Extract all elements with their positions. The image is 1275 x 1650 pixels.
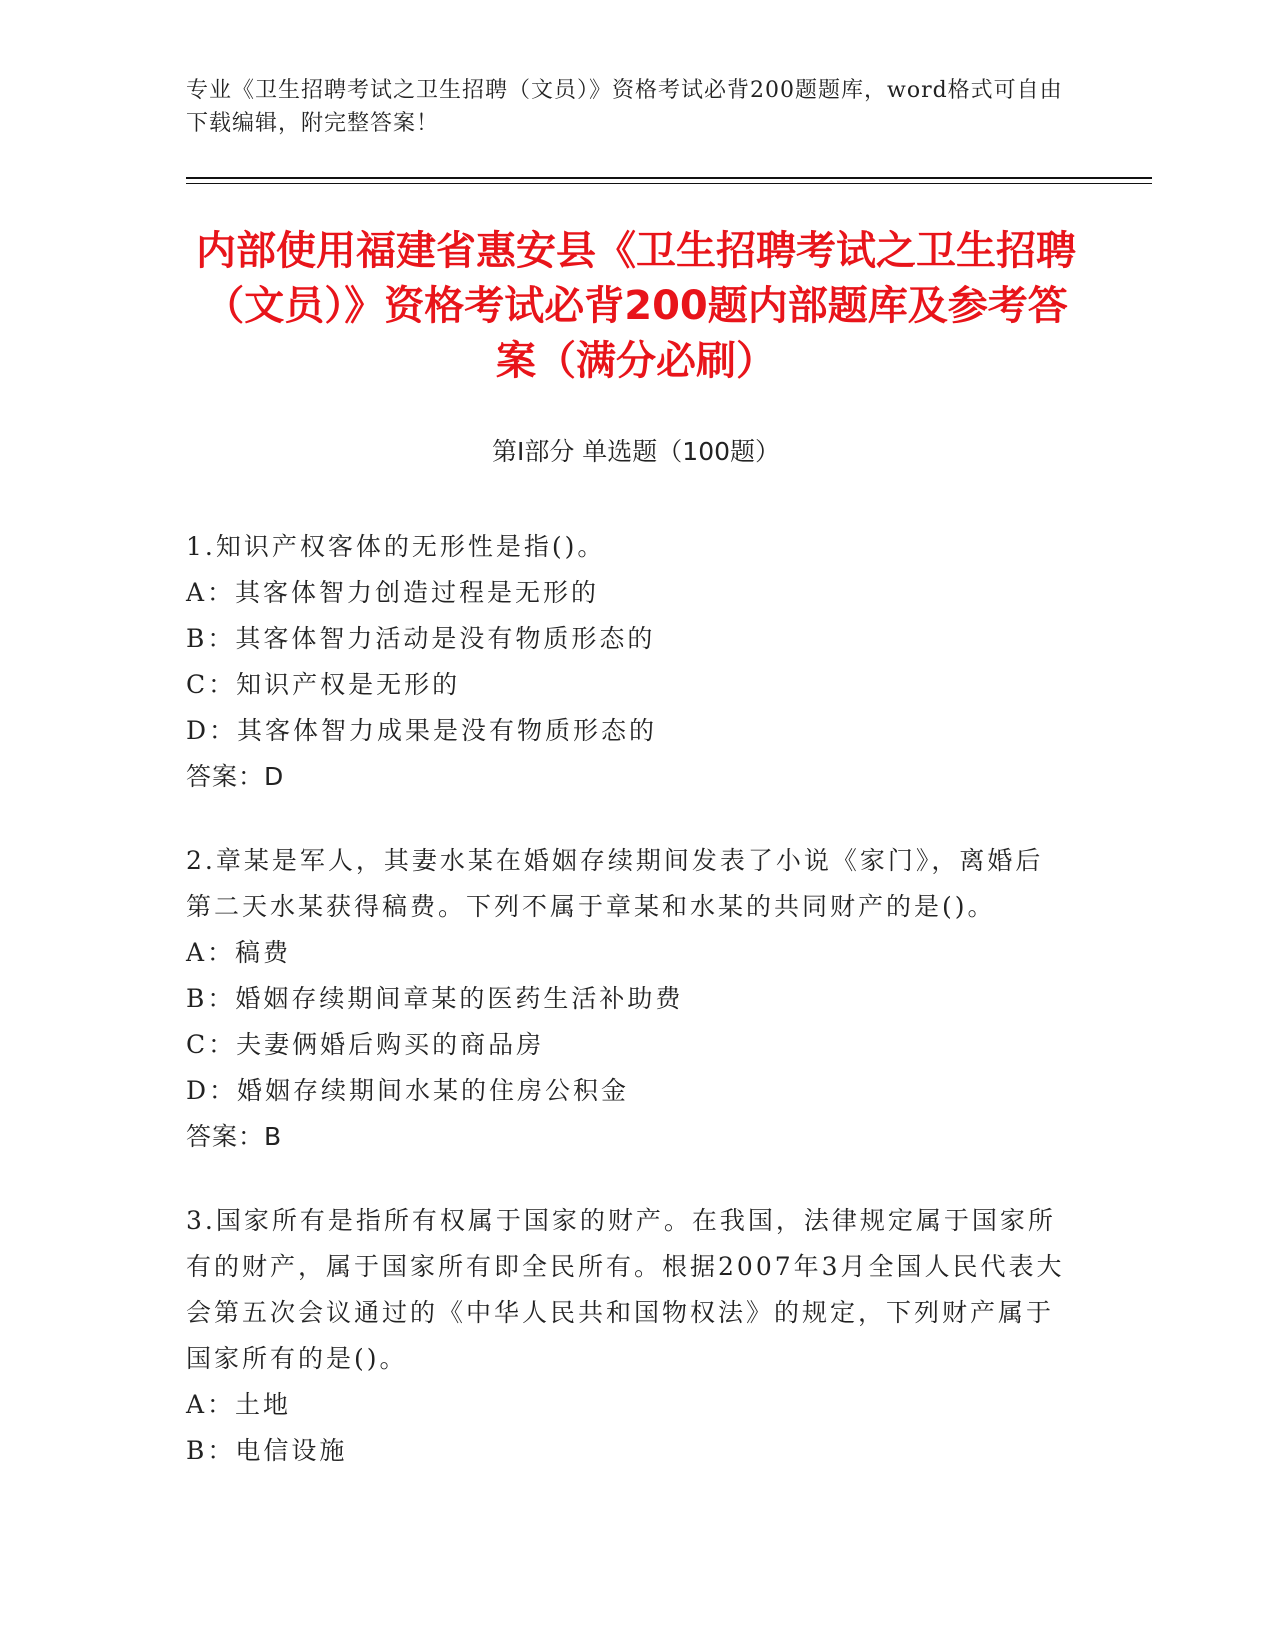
question-1: [186, 524, 1066, 800]
option-a: A：土地: [186, 1390, 292, 1419]
option-b: B：其客体智力活动是没有物质形态的: [186, 624, 656, 653]
answer: 答案：B: [186, 1122, 283, 1151]
question-stem: 2.章某是军人，其妻水某在婚姻存续期间发表了小说《家门》，离婚后第二天水某获得稿费。下列不属于章某和水某的共同财产的是()。: [186, 846, 1044, 921]
option-b: B：婚姻存续期间章某的医药生活补助费: [186, 984, 684, 1013]
question-stem: 3.国家所有是指所有权属于国家的财产。在我国，法律规定属于国家所有的财产，属于国家所有即全民所有。根据2007年3月全国人民代表大会第五次会议通过的《中华人民共和国物权法》的规定，下列财产属于国家所有的是()。: [186, 1206, 1065, 1373]
option-c: C：夫妻俩婚后购买的商品房: [186, 1030, 545, 1059]
header-rule-thick: [186, 177, 1152, 179]
option-b: B：电信设施: [186, 1436, 348, 1465]
document-title: 内部使用福建省惠安县《卫生招聘考试之卫生招聘（文员）》资格考试必背200题内部题库及参考答案（满分必刷）: [196, 228, 1076, 384]
answer: 答案：D: [186, 762, 285, 791]
option-a: A：稿费: [186, 938, 292, 967]
section-title: 第Ⅰ部分 单选题（100题）: [491, 437, 781, 466]
option-c: C：知识产权是无形的: [186, 670, 461, 699]
option-d: D：婚姻存续期间水某的住房公积金: [186, 1076, 630, 1105]
page-header: 专业《卫生招聘考试之卫生招聘（文员）》资格考试必背200题题库，word格式可自由下载编辑，附完整答案！: [186, 78, 1063, 136]
question-2: [186, 838, 1066, 1160]
option-d: D：其客体智力成果是没有物质形态的: [186, 716, 658, 745]
option-a: A：其客体智力创造过程是无形的: [186, 578, 600, 607]
question-stem: 1.知识产权客体的无形性是指()。: [186, 532, 606, 561]
header-rule-thin: [186, 183, 1152, 184]
question-3: [186, 1198, 1066, 1474]
